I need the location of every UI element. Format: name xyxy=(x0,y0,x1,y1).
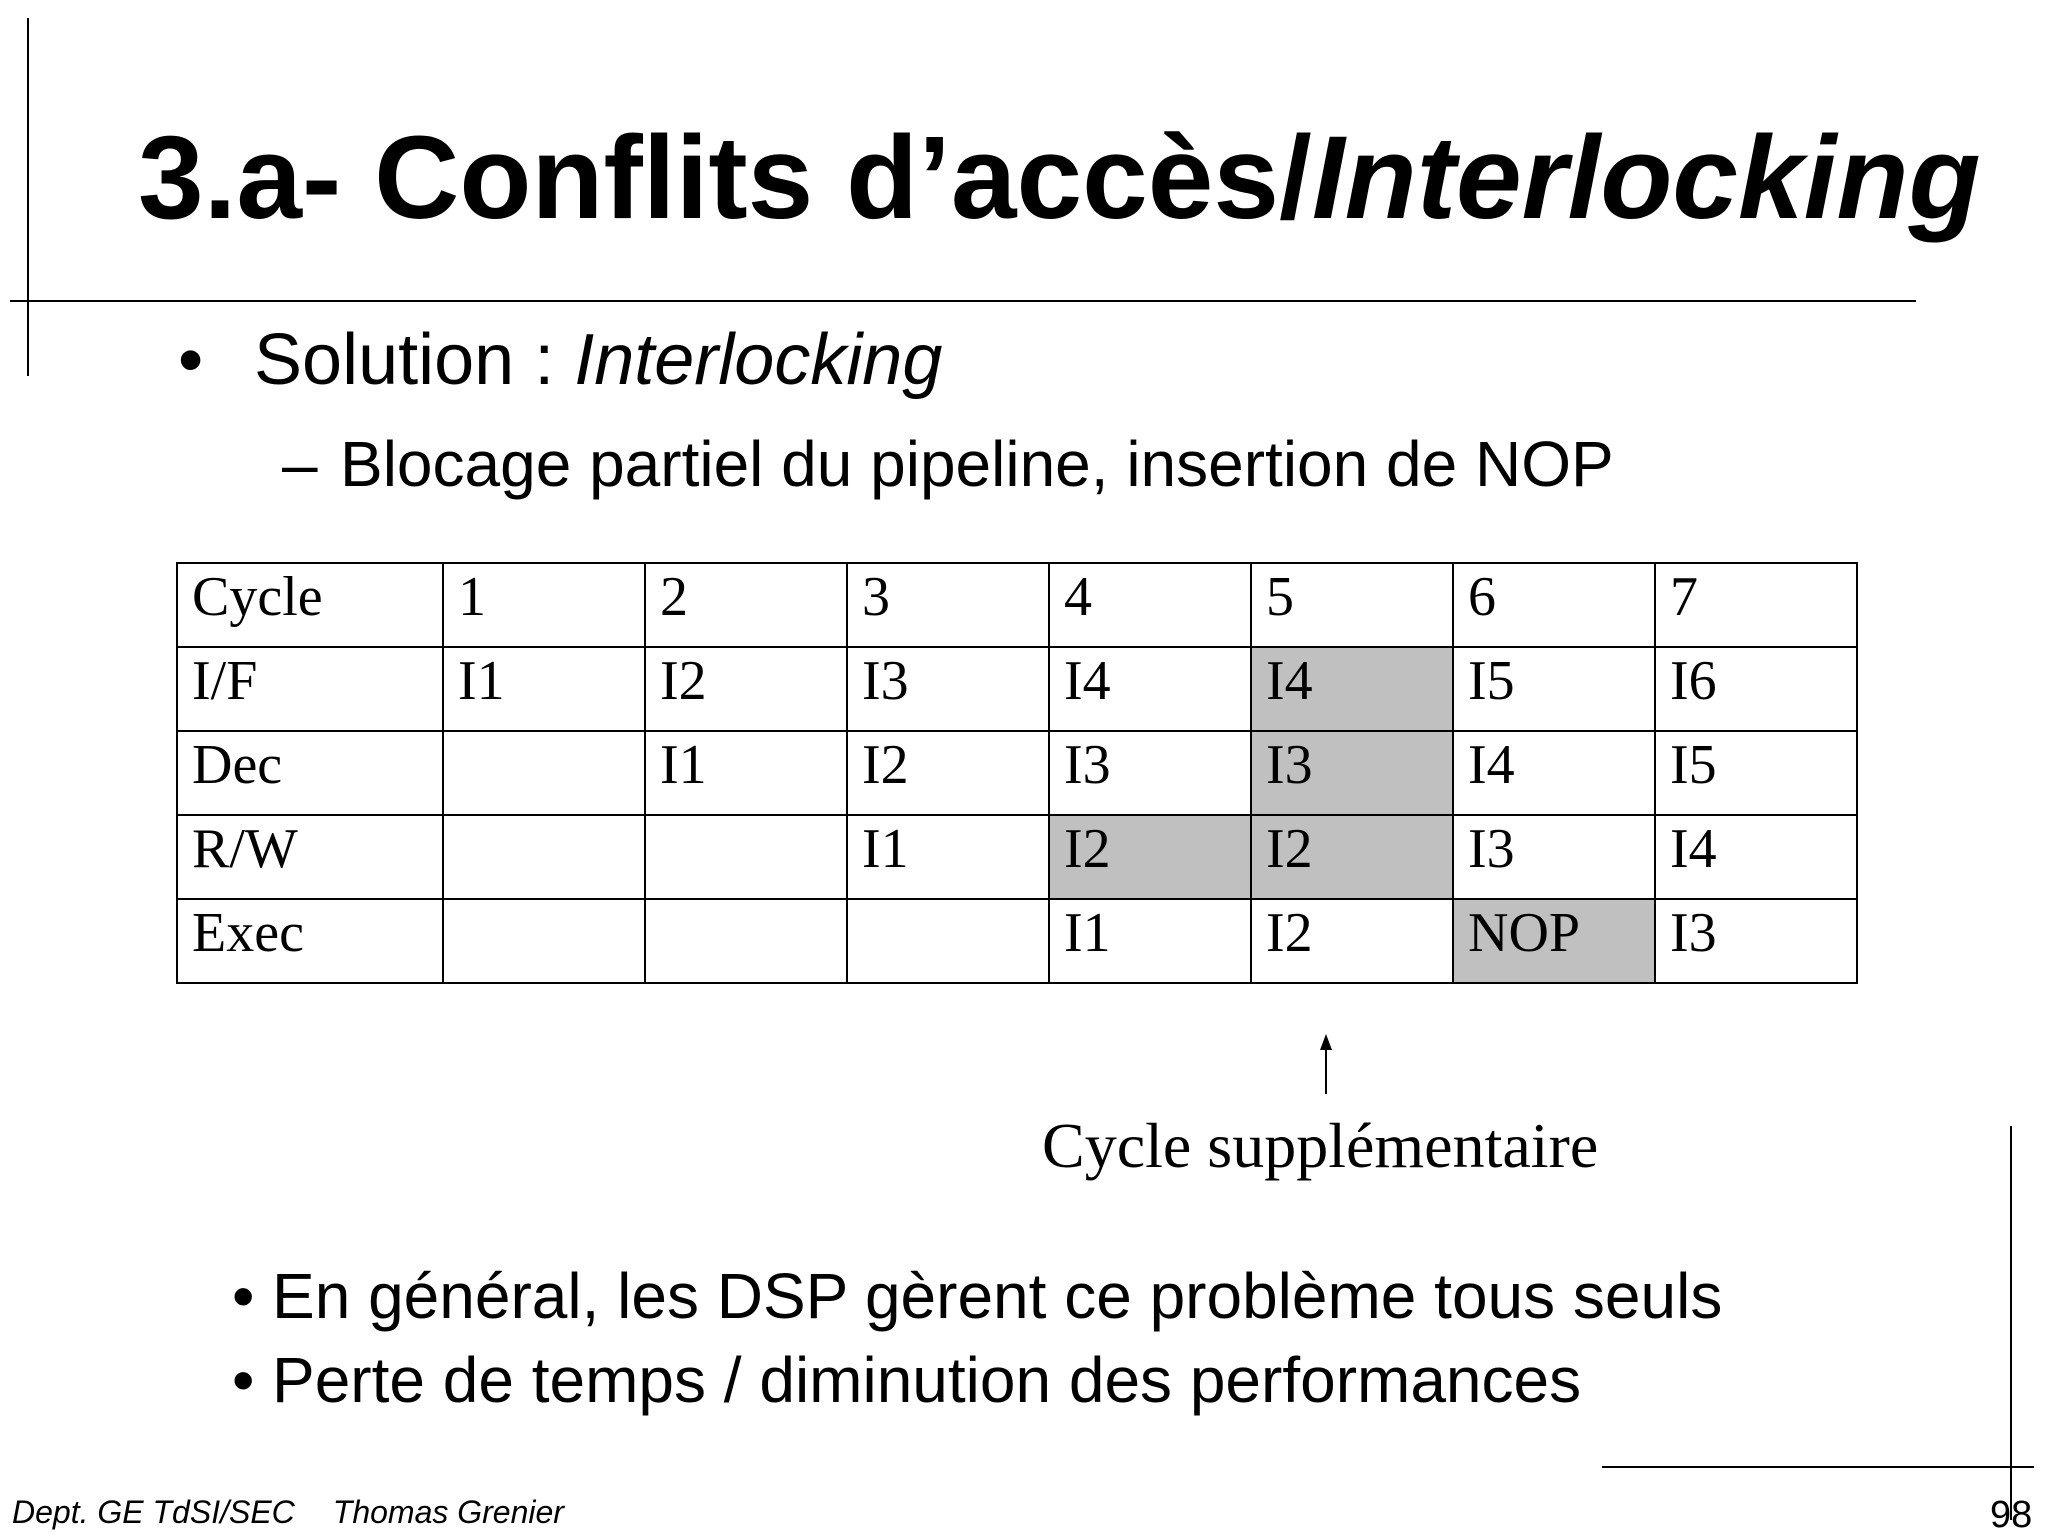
table-cell: I3 xyxy=(1453,815,1655,899)
table-cell: I5 xyxy=(1655,731,1857,815)
table-cell xyxy=(443,731,645,815)
sub-bullet-text: Blocage partiel du pipeline, insertion de NOP xyxy=(340,428,1614,500)
header-cycle-number: 5 xyxy=(1251,563,1453,647)
table-cell: I2 xyxy=(645,647,847,731)
top-horizontal-rule xyxy=(10,300,1916,302)
table-cell: I2 xyxy=(1049,815,1251,899)
table-cell: NOP xyxy=(1453,899,1655,983)
table-cell: I4 xyxy=(1251,647,1453,731)
page-number: 98 xyxy=(1990,1494,2033,1536)
title-italic: Interlocking xyxy=(1311,112,1981,244)
solution-bullet xyxy=(178,318,942,402)
table-cell xyxy=(847,899,1049,983)
bottom-horizontal-rule xyxy=(1602,1466,2034,1468)
table-cell: I5 xyxy=(1453,647,1655,731)
header-cycle-number: 7 xyxy=(1655,563,1857,647)
title-prefix: 3.a- Conflits d’accès/ xyxy=(138,112,1312,244)
extra-cycle-annotation: Cycle supplémentaire xyxy=(1042,1110,1599,1181)
left-vertical-rule xyxy=(27,18,29,376)
table-cell: I2 xyxy=(1251,815,1453,899)
table-cell: I2 xyxy=(847,731,1049,815)
stage-label: Exec xyxy=(177,899,443,983)
bottom-bullet-text: Perte de temps / diminution des performances xyxy=(272,1344,1582,1416)
table-row xyxy=(177,899,1857,983)
table-cell xyxy=(443,899,645,983)
bullet-dot-icon: • xyxy=(178,320,204,400)
table-row xyxy=(177,815,1857,899)
table-cell: I3 xyxy=(847,647,1049,731)
stage-label: Dec xyxy=(177,731,443,815)
header-cycle-number: 2 xyxy=(645,563,847,647)
table-cell: I1 xyxy=(847,815,1049,899)
table-cell: I4 xyxy=(1655,815,1857,899)
table-cell: I3 xyxy=(1655,899,1857,983)
up-arrow-icon xyxy=(1311,1034,1341,1094)
table-cell: I1 xyxy=(645,731,847,815)
solution-label: Solution : xyxy=(254,320,575,400)
bullet-dot-icon: • xyxy=(232,1260,255,1332)
table-cell: I1 xyxy=(1049,899,1251,983)
stage-label: R/W xyxy=(177,815,443,899)
table-cell: I3 xyxy=(1251,731,1453,815)
table-header-row xyxy=(177,563,1857,647)
footer-dept: Dept. GE TdSI/SEC xyxy=(12,1494,295,1530)
footer xyxy=(12,1494,564,1531)
right-vertical-rule xyxy=(2010,1126,2012,1520)
table-cell: I4 xyxy=(1453,731,1655,815)
header-cycle-number: 6 xyxy=(1453,563,1655,647)
bottom-bullet-list xyxy=(232,1254,1722,1422)
dash-icon: – xyxy=(282,428,318,500)
slide-title xyxy=(138,108,2018,248)
header-cycle-number: 3 xyxy=(847,563,1049,647)
table-cell: I2 xyxy=(1251,899,1453,983)
solution-italic: Interlocking xyxy=(574,320,943,400)
table-cell xyxy=(443,815,645,899)
table-cell xyxy=(645,815,847,899)
pipeline-table xyxy=(176,562,1858,984)
bottom-bullet-item xyxy=(232,1254,1722,1338)
table-cell xyxy=(645,899,847,983)
table-cell: I1 xyxy=(443,647,645,731)
table-cell: I6 xyxy=(1655,647,1857,731)
table-cell: I4 xyxy=(1049,647,1251,731)
table-cell: I3 xyxy=(1049,731,1251,815)
bottom-bullet-text: En général, les DSP gèrent ce problème tous seuls xyxy=(272,1260,1723,1332)
header-cycle-label: Cycle xyxy=(177,563,443,647)
bullet-dot-icon: • xyxy=(232,1344,255,1416)
sub-bullet xyxy=(282,426,1614,502)
table-row xyxy=(177,731,1857,815)
bottom-bullet-item xyxy=(232,1338,1722,1422)
header-cycle-number: 4 xyxy=(1049,563,1251,647)
table-row xyxy=(177,647,1857,731)
header-cycle-number: 1 xyxy=(443,563,645,647)
footer-author: Thomas Grenier xyxy=(332,1494,564,1530)
stage-label: I/F xyxy=(177,647,443,731)
